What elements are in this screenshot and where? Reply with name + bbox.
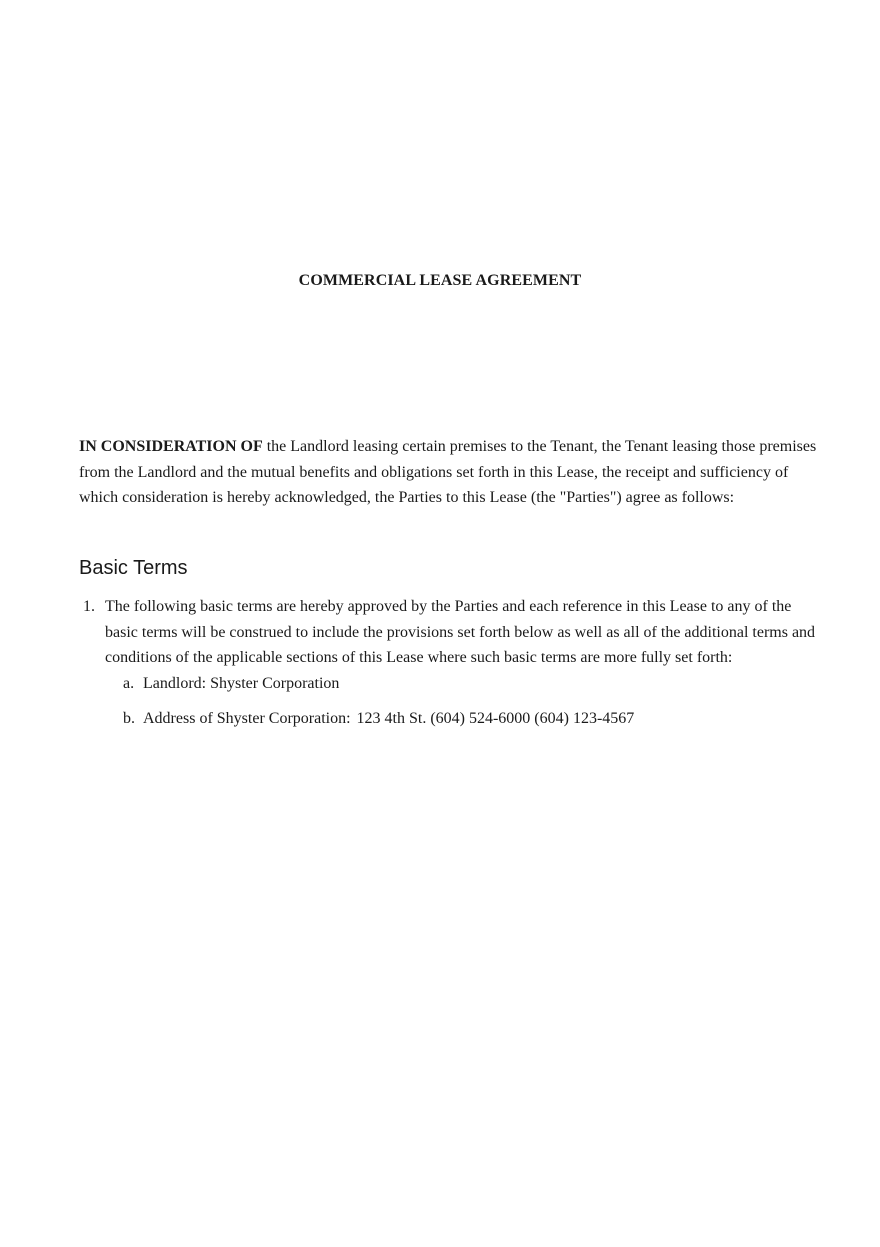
basic-terms-list bbox=[79, 594, 819, 732]
sub-item-address bbox=[105, 706, 819, 732]
list-item-text: The following basic terms are hereby approved by the Parties and each reference in this Lease to any of the basic terms will be construed to include the provisions set forth below as well as all of the additional terms and conditions of the applicable sections of this Lease where such basic terms are more fully set forth: bbox=[105, 598, 816, 667]
document-title: COMMERCIAL LEASE AGREEMENT bbox=[298, 272, 582, 289]
list-item bbox=[79, 594, 819, 732]
sub-item-value: Shyster Corporation bbox=[210, 674, 340, 692]
sub-item-marker: b. bbox=[123, 710, 135, 728]
sub-item-label: Address of Shyster Corporation: bbox=[143, 710, 351, 728]
sub-item-marker: a. bbox=[123, 674, 135, 692]
section-heading-basic-terms: Basic Terms bbox=[79, 557, 188, 579]
intro-paragraph bbox=[79, 434, 819, 511]
sub-list bbox=[105, 671, 819, 732]
intro-lead: IN CONSIDERATION OF bbox=[79, 438, 263, 455]
intro-text: the Landlord leasing certain premises to the Tenant, the Tenant leasing those premises from the Landlord and the mutual benefits and obligations set forth in this Lease, the receipt and sufficiency of which consideration is hereby acknowledged, the Parties to this Lease (the "Parties") agree as follows: bbox=[79, 438, 817, 507]
sub-item-value: 123 4th St. (604) 524-6000 (604) 123-4567 bbox=[356, 710, 635, 728]
list-item-number: 1. bbox=[83, 598, 95, 615]
sub-item-landlord bbox=[105, 671, 819, 697]
sub-item-label: Landlord: bbox=[143, 674, 207, 692]
